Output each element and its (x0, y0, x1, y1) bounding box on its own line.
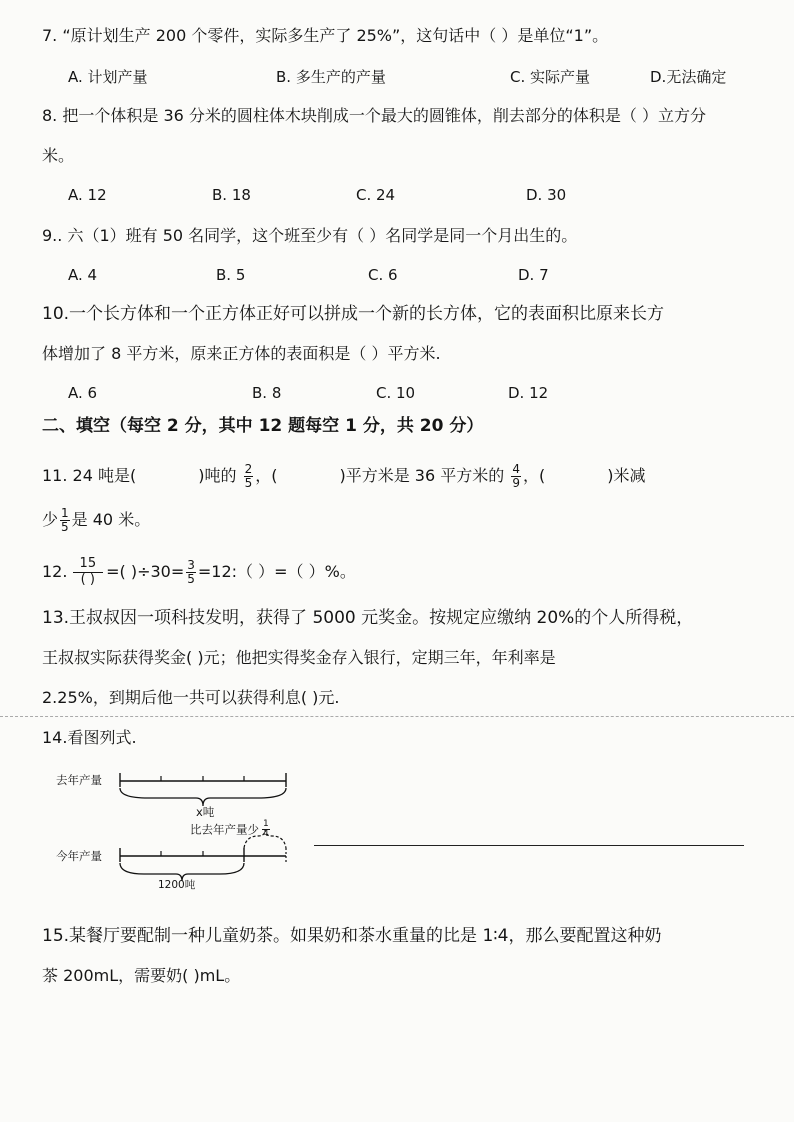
q11-fraction-1: $\frac{2}{5}$ (244, 462, 253, 490)
compare-text: 比去年产量少 (190, 822, 259, 837)
q9-option-a: A. 4 (68, 266, 98, 284)
q11-text-4: )平方米是 36 平方米的 (339, 466, 505, 485)
q12-label: 12. (42, 562, 68, 581)
q11-text-3: ，( (255, 466, 278, 485)
question-13-line1: 13.王叔叔因一项科技发明，获得了 5000 元奖金。按规定应缴纳 20%的个人所得税， (42, 608, 694, 628)
question-10-line2: 体增加了 8 平方米，原来正方体的表面积是（ ）平方米. (42, 344, 441, 363)
question-7: 7. “原计划生产 200 个零件，实际多生产了 25%”，这句话中（ ）是单位“1”。 (42, 26, 609, 45)
q9-option-b: B. 5 (216, 266, 246, 284)
question-12 (42, 550, 356, 594)
q11-fraction-3: $\frac{1}{5}$ (61, 506, 69, 534)
q8-option-d: D. 30 (526, 186, 567, 204)
question-10-line1: 10.一个长方体和一个正方体正好可以拼成一个新的长方体，它的表面积比原来长方 (42, 304, 665, 324)
q8-option-b: B. 18 (212, 186, 251, 204)
last-year-label: 去年产量 (56, 773, 102, 787)
q12-text-mid: =( )÷30= (106, 562, 185, 581)
question-15-line2: 茶 200mL，需要奶( )mL。 (42, 966, 241, 985)
q8-option-a: A. 12 (68, 186, 107, 204)
question-11-line1 (42, 456, 645, 496)
q11-text-8: 是 40 米。 (71, 510, 151, 529)
q7-option-b: B. 多生产的产量 (276, 68, 386, 86)
q10-option-d: D. 12 (508, 384, 549, 402)
question-13-line2: 王叔叔实际获得奖金( )元；他把实得奖金存入银行，定期三年，年利率是 (42, 648, 556, 667)
q14-answer-line[interactable] (314, 845, 744, 846)
q8-option-c: C. 24 (356, 186, 396, 204)
q7-option-d: D.无法确定 (650, 68, 727, 86)
question-14-title: 14.看图列式. (42, 728, 137, 747)
q11-text-7: 少 (42, 510, 59, 529)
q9-option-d: D. 7 (518, 266, 549, 284)
q12-fraction-lead: $\frac{15}{( )}$ (73, 557, 104, 588)
q14-line-diagram (48, 764, 338, 891)
q11-text-6: )米减 (607, 466, 646, 485)
question-9: 9.. 六（1）班有 50 名同学，这个班至少有（ ）名同学是同一个月出生的。 (42, 226, 578, 245)
amount-label: 1200吨 (158, 879, 196, 891)
question-11-line2 (42, 500, 150, 540)
q12-text-tail: =12:（ ）=（ ）%。 (197, 562, 356, 581)
q7-option-c: C. 实际产量 (510, 68, 591, 86)
section-2-heading: 二、填空（每空 2 分，其中 12 题每空 1 分，共 20 分） (42, 416, 484, 436)
q10-option-c: C. 10 (376, 384, 416, 402)
question-8-line2: 米。 (42, 146, 75, 165)
compare-label (190, 820, 272, 840)
question-8-line1: 8. 把一个体积是 36 分米的圆柱体木块削成一个最大的圆锥体，削去部分的体积是（ ）立方分 (42, 106, 706, 125)
q12-fraction-3-5: $\frac{3}{5}$ (187, 558, 195, 586)
q10-option-a: A. 6 (68, 384, 98, 402)
compare-fraction: $\frac{1}{4}$ (263, 819, 269, 840)
question-13-line3: 2.25%，到期后他一共可以获得利息( )元. (42, 688, 340, 707)
q10-option-b: B. 8 (252, 384, 282, 402)
q9-option-c: C. 6 (368, 266, 398, 284)
question-15-line1: 15.某餐厅要配制一种儿童奶茶。如果奶和茶水重量的比是 1∶4，那么要配置这种奶 (42, 926, 662, 946)
q11-text-1: 11. 24 吨是( (42, 466, 137, 485)
q11-text-5: ，( (522, 466, 546, 485)
q11-text-2: )吨的 (198, 466, 237, 485)
x-tons-label: x吨 (196, 805, 215, 819)
q11-fraction-2: $\frac{4}{9}$ (512, 462, 520, 490)
page-divider (0, 716, 794, 717)
this-year-label: 今年产量 (56, 849, 102, 863)
q7-option-a: A. 计划产量 (68, 68, 148, 86)
